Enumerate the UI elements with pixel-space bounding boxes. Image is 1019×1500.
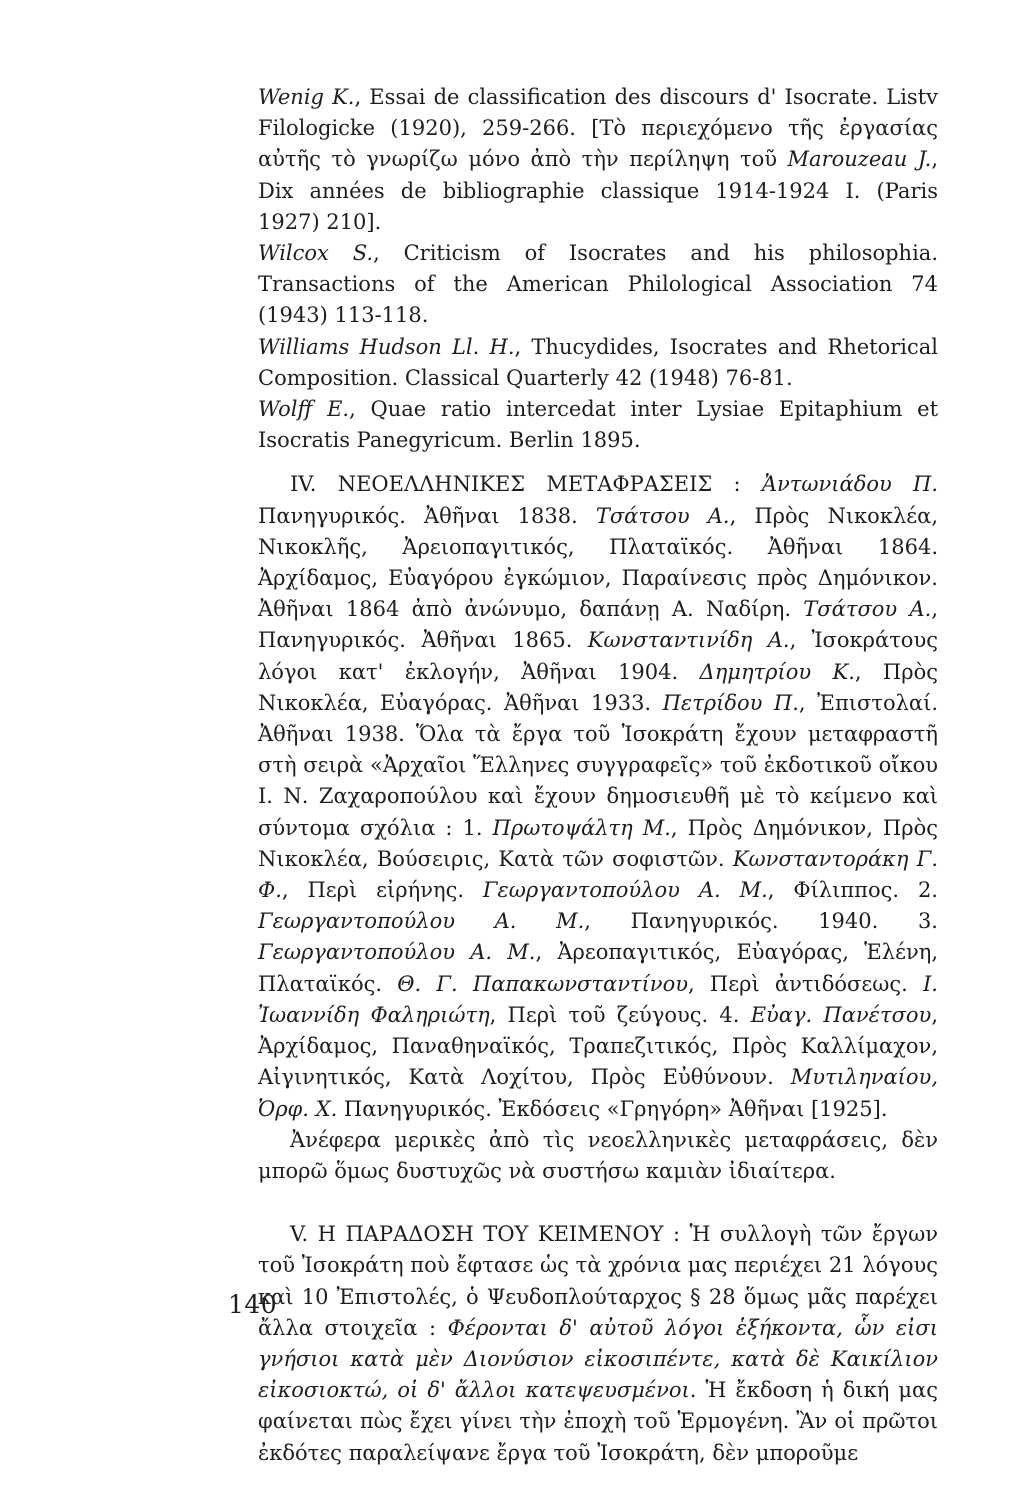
bibliography-entry bbox=[258, 394, 938, 456]
italic-name: Δημητρίου Κ. bbox=[699, 659, 855, 684]
italic-quote: Φέρονται δ' αὐτοῦ λόγοι ἑξήκοντα, ὧν εἰσι γνήσιοι κατὰ μὲν Διονύσιον εἰκοσιπέντε, κατὰ δὲ Καικίλιον εἰκοσιοκτώ, οἱ δ' ἄλλοι κατεψευσμένοι. bbox=[258, 1315, 938, 1403]
text-run: , Πανηγυρικός. 1940. 3. bbox=[584, 909, 938, 934]
entry-author: Wolff E. bbox=[258, 397, 350, 422]
page-number: 140 bbox=[228, 1290, 278, 1319]
text-run: , Περὶ τοῦ ζεύγους. 4. bbox=[489, 1002, 751, 1027]
italic-name: Εὐαγ. Πανέτσου bbox=[750, 1002, 932, 1027]
text-run: Πανηγυρικός. Ἐκδόσεις «Γρηγόρη» Ἀθῆναι [1925]. bbox=[337, 1096, 888, 1121]
section-iv-translations bbox=[258, 469, 938, 1124]
italic-name: Θ. Γ. Παπακωνσταντίνου bbox=[397, 971, 688, 996]
text-run: , Ἐπιστολαί. Ἀθῆναι 1938. Ὅλα τὰ ἔργα τοῦ Ἰσοκράτη ἔχουν μεταφραστῆ στὴ σειρὰ «Ἀρχαῖοι Ἕλληνες συγγραφεῖς» τοῦ ἐκδοτικοῦ οἴκου Ι. Ν. Ζαχαροπούλου καὶ ἔχουν δημοσιευθῆ μὲ τὸ κείμενο καὶ σύντομα σχόλια : 1. bbox=[258, 690, 939, 840]
italic-name: Ἀντωνιάδου Π. bbox=[761, 472, 938, 497]
text-run: IV. ΝΕΟΕΛΛΗΝΙΚΕΣ ΜΕΤΑΦΡΑΣΕΙΣ : bbox=[290, 472, 762, 497]
italic-name: Μυτιληναίου, Ὀρφ. Χ. bbox=[258, 1065, 938, 1121]
italic-name: Κωνσταντινίδη Α. bbox=[587, 628, 790, 653]
text-run: , Ἀρεοπαγιτικός, Εὐαγόρας, Ἑλένη, Πλαταϊκός. bbox=[258, 940, 938, 996]
text-run: , Πρὸς Νικοκλέα, Νικοκλῆς, Ἀρειοπαγιτικός, Πλαταϊκός. Ἀθῆναι 1864. Ἀρχίδαμος, Εὐαγόρου ἐγκώμιον, Παραίνεσις πρὸς Δημόνικον. Ἀθῆναι 1864 ἀπὸ ἀνώνυμο, δαπάνῃ Α. Ναδίρη. bbox=[258, 503, 938, 622]
italic-name: Ι. Ἰωαννίδη Φαληριώτη bbox=[258, 971, 938, 1027]
entry-text: , Criticism of Isocrates and his philosophia. Transactions of the American Philological Association 74 (1943) 113-118. bbox=[258, 241, 938, 328]
italic-name: Πρωτοψάλτη Μ. bbox=[492, 815, 671, 840]
section-v-tradition bbox=[258, 1219, 938, 1469]
text-run: Ἡ ἔκδοση ἡ δική μας φαίνεται πὼς ἔχει γίνει τὴν ἐποχὴ τοῦ Ἑρμογένη. Ἂν οἱ πρῶτοι ἐκδότες παραλείψανε ἔργα τοῦ Ἰσοκράτη, δὲν μποροῦμε bbox=[258, 1378, 938, 1465]
italic-name: Τσάτσου Α. bbox=[803, 597, 932, 622]
text-run: , Πανηγυρικός. Ἀθῆναι 1865. bbox=[258, 597, 939, 653]
entry-text: , Quae ratio intercedat inter Lysiae Epitaphium et Isocratis Panegyricum. Berlin 1895. bbox=[258, 397, 939, 453]
page-body bbox=[258, 82, 938, 1469]
text-run: Πανηγυρικός. Ἀθῆναι 1838. bbox=[258, 503, 596, 528]
bibliography-entry bbox=[258, 82, 938, 238]
bibliography-entry bbox=[258, 332, 938, 394]
entry-author: Wilcox S. bbox=[258, 241, 374, 266]
text-run: , Περὶ εἰρήνης. bbox=[281, 878, 483, 903]
text-run: , Ἀρχίδαμος, Παναθηναϊκός, Τραπεζιτικός, Πρὸς Καλλίμαχον, Αἰγινητικός, Κατὰ Λοχίτου, Πρὸς Εὐθύνουν. bbox=[258, 1002, 939, 1090]
entry-text: , Essai de classification des discours d' Isocrate. Listv Filologicke (1920), 259-266. [Τὸ περιεχόμενο τῆς ἐργασίας αὐτῆς τὸ γνωρίζω μόνο ἀπὸ τὴν περίληψη τοῦ bbox=[258, 85, 939, 172]
italic-name: Πετρίδου Π. bbox=[662, 690, 799, 715]
italic-name: Γεωργαντοπούλου Α. Μ. bbox=[258, 940, 536, 965]
text-run: , Περὶ ἀντιδόσεως. bbox=[687, 971, 924, 996]
entry-text: , Thucydides, Isocrates and Rhetorical Composition. Classical Quarterly 42 (1948) 76-81. bbox=[258, 334, 938, 390]
text-run: , Φίλιππος. 2. bbox=[767, 878, 938, 903]
italic-name: Κωνσταντοράκη Γ. Φ. bbox=[258, 846, 939, 903]
text-run: , Πρὸς Νικοκλέα, Εὐαγόρας. Ἀθῆναι 1933. bbox=[258, 659, 938, 715]
text-run: , Ἰσοκράτους λόγοι κατ' ἐκλογήν, Ἀθῆναι 1904. bbox=[258, 628, 938, 684]
text-run: , Πρὸς Δημόνικον, Πρὸς Νικοκλέα, Βούσειρις, Κατὰ τῶν σοφιστῶν. bbox=[258, 815, 938, 871]
entry-author: Wenig K. bbox=[258, 85, 355, 109]
entry-ref-author: Marouzeau J. bbox=[787, 147, 932, 172]
text-run: V. Η ΠΑΡΑΔΟΣΗ ΤΟΥ ΚΕΙΜΕΝΟΥ : Ἡ συλλογὴ τῶν ἔργων τοῦ Ἰσοκράτη ποὺ ἔφτασε ὡς τὰ χρόνια μας περιέχει 21 λόγους καὶ 10 Ἐπιστολές, ὁ Ψευδοπλούταρχος § 28 ὅμως μᾶς παρέχει ἄλλα στοιχεῖα : bbox=[258, 1222, 938, 1340]
entry-text: , Dix années de bibliographie classique 1914-1924 I. (Paris 1927) 210]. bbox=[258, 147, 939, 234]
italic-name: Τσάτσου Α. bbox=[595, 503, 730, 528]
italic-name: Γεωργαντοπούλου Α. Μ. bbox=[258, 909, 585, 934]
entry-author: Williams Hudson Ll. H. bbox=[258, 334, 515, 359]
italic-name: Γεωργαντοπούλου Α. Μ. bbox=[482, 878, 768, 903]
bibliography-entry bbox=[258, 238, 938, 332]
translations-note: Ἀνέφερα μερικὲς ἀπὸ τὶς νεοελληνικὲς μεταφράσεις, δὲν μπορῶ ὅμως δυστυχῶς νὰ συστήσω καμιὰν ἰδιαίτερα. bbox=[258, 1127, 938, 1183]
